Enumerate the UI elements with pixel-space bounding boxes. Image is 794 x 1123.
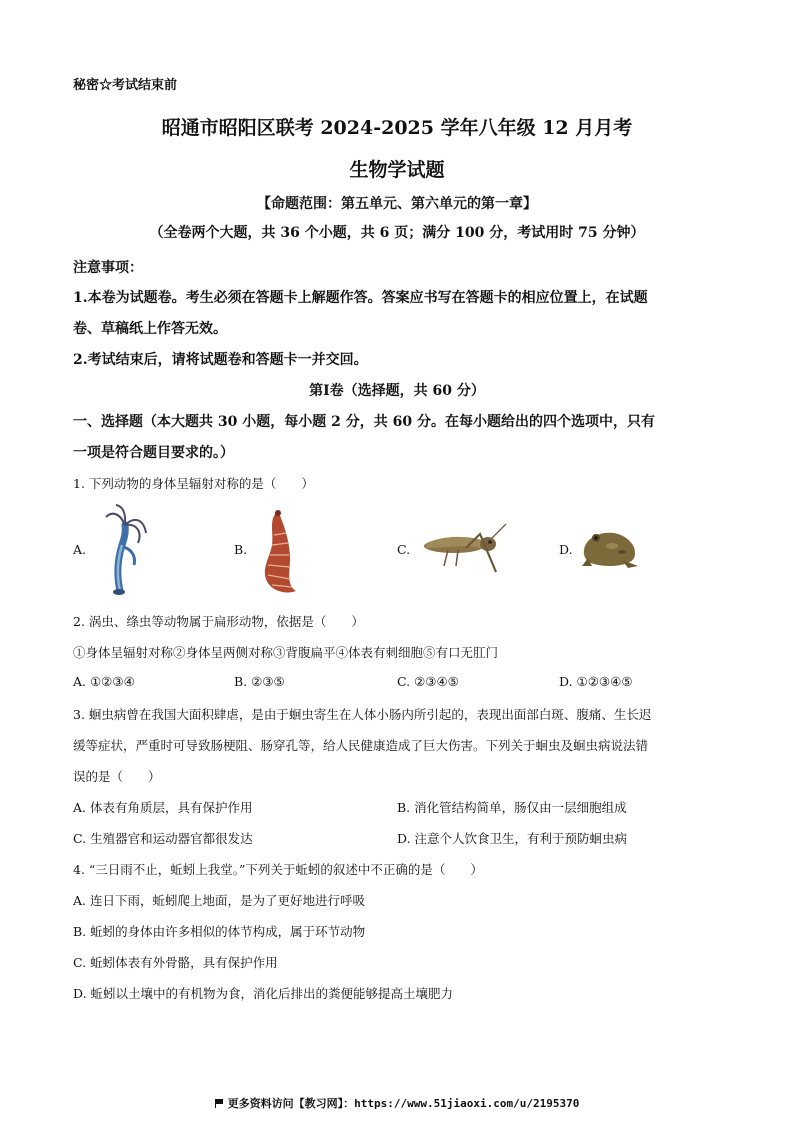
notice-item-1-line-2: 卷、草稿纸上作答无效。 <box>73 321 227 337</box>
question-4-option-d: D. 蚯蚓以土壤中的有机物为食，消化后排出的粪便能够提高土壤肥力 <box>73 986 454 1001</box>
question-2-option-c: C. ②③④⑤ <box>397 674 459 689</box>
question-3-option-a: A. 体表有角质层，具有保护作用 <box>73 800 253 815</box>
question-4-option-c: C. 蚯蚓体表有外骨骼，具有保护作用 <box>73 955 278 970</box>
question-3-option-b: B. 消化管结构简单，肠仅由一层细胞组成 <box>397 800 627 815</box>
question-2-stem: 2. 涡虫、绦虫等动物属于扁形动物，依据是（ ） <box>73 614 364 629</box>
grasshopper-image <box>418 522 508 576</box>
question-3-stem-line-2: 缓等症状，严重时可导致肠梗阻、肠穿孔等，给人民健康造成了巨大伤害。下列关于蛔虫及蛔虫病说法错 <box>73 738 649 753</box>
section-1-heading-line-1: 一、选择题（本大题共 30 小题，每小题 2 分，共 60 分。在每小题给出的四个选项中，只有 <box>73 414 655 430</box>
question-1-stem: 1. 下列动物的身体呈辐射对称的是（ ） <box>73 476 314 491</box>
notice-item-1-line-1: 1.本卷为试题卷。考生必须在答题卡上解题作答。答案应书写在答题卡的相应位置上，在试题 <box>73 290 648 306</box>
flag-icon <box>215 1099 224 1108</box>
footer-link[interactable]: 更多资料访问【教习网】：https://www.51jiaoxi.com/u/2195370 <box>227 1097 580 1110</box>
notice-heading: 注意事项： <box>73 260 143 276</box>
question-3-stem-line-3: 误的是（ ） <box>73 769 161 784</box>
question-1-option-c: C. <box>397 542 411 557</box>
notice-item-2: 2.考试结束后，请将试题卷和答题卡一并交回。 <box>73 352 368 368</box>
question-1-option-b: B. <box>234 542 248 557</box>
footer <box>0 1095 794 1111</box>
exam-title: 昭通市昭阳区联考 2024-2025 学年八年级 12 月月考 <box>161 117 633 139</box>
question-3-option-c: C. 生殖器官和运动器官都很发达 <box>73 831 253 846</box>
hydra-image <box>92 503 152 597</box>
question-4-option-b: B. 蚯蚓的身体由许多相似的体节构成，属于环节动物 <box>73 924 366 939</box>
exam-scope: 【命题范围：第五单元、第六单元的第一章】 <box>257 196 537 212</box>
question-2-option-b: B. ②③⑤ <box>234 674 285 689</box>
question-4-stem: 4. “三日雨不止，蚯蚓上我堂。”下列关于蚯蚓的叙述中不正确的是（ ） <box>73 862 483 877</box>
part-1-heading: 第Ⅰ卷（选择题，共 60 分） <box>309 383 485 399</box>
question-3-option-d: D. 注意个人饮食卫生，有利于预防蛔虫病 <box>397 831 628 846</box>
secret-label: 秘密☆考试结束前 <box>73 78 178 93</box>
exam-subtitle: 生物学试题 <box>349 159 445 181</box>
question-3-stem-line-1: 3. 蛔虫病曾在我国大面积肆虐，是由于蛔虫寄生在人体小肠内所引起的，表现出面部白斑、腹痛、生长迟 <box>73 707 652 722</box>
section-1-heading-line-2: 一项是符合题目要求的。） <box>73 445 234 461</box>
leech-image <box>256 505 308 597</box>
question-1-option-a: A. <box>73 542 87 557</box>
question-2-option-a: A. ①②③④ <box>73 674 135 689</box>
question-2-statements: ①身体呈辐射对称②身体呈两侧对称③背腹扁平④体表有刺细胞⑤有口无肛门 <box>73 645 499 660</box>
exam-info: （全卷两个大题，共 36 个小题，共 6 页；满分 100 分，考试用时 75 分钟） <box>149 225 645 241</box>
frog-image <box>578 524 642 570</box>
question-2-option-d: D. ①②③④⑤ <box>559 674 633 689</box>
question-4-option-a: A. 连日下雨，蚯蚓爬上地面，是为了更好地进行呼吸 <box>73 893 365 908</box>
question-1-option-d: D. <box>559 542 573 557</box>
